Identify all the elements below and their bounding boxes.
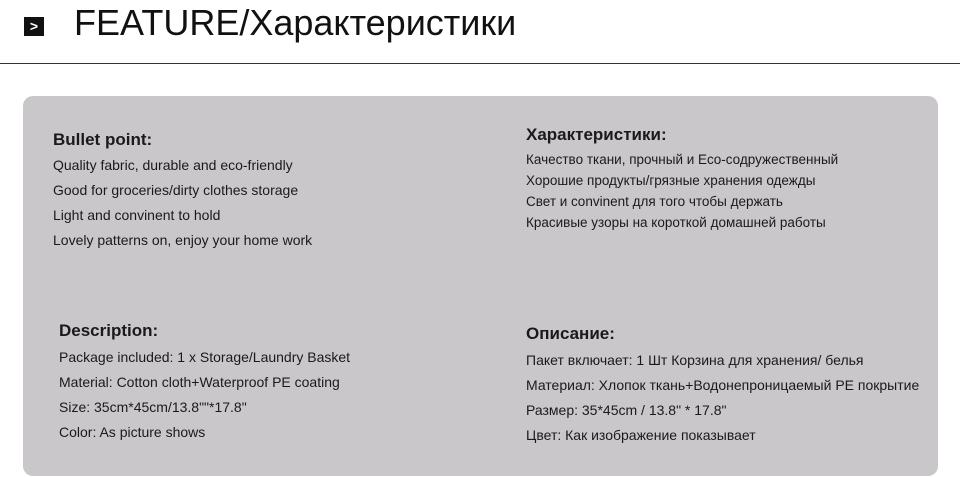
list-item: Размер: 35*45cm / 13.8" * 17.8"	[526, 402, 727, 418]
bullet-points-heading: Bullet point:	[53, 130, 153, 149]
description-russian	[526, 324, 919, 452]
list-item: Хорошие продукты/грязные хранения одежды	[526, 173, 816, 188]
description-list-russian	[526, 352, 919, 452]
bullet-points-russian	[526, 125, 838, 236]
list-item: Material: Cotton cloth+Waterproof PE coating	[59, 374, 340, 390]
list-item: Color: As picture shows	[59, 424, 206, 440]
description-heading-russian: Описание:	[526, 324, 615, 343]
list-item: Package included: 1 x Storage/Laundry Basket	[59, 349, 351, 365]
list-item: Пакет включает: 1 Шт Корзина для хранения/ белья	[526, 352, 864, 368]
list-item: Quality fabric, durable and eco-friendly	[53, 157, 293, 173]
list-item: Красивые узоры на короткой домашней работы	[526, 215, 826, 230]
header-divider	[0, 63, 960, 64]
page-title: FEATURE/Характеристики	[74, 2, 517, 43]
arrow-right-icon: >	[24, 17, 44, 36]
bullet-points-list	[53, 157, 312, 257]
list-item: Свет и convinent для того чтобы держать	[526, 194, 783, 209]
feature-panel	[23, 96, 938, 476]
description-heading: Description:	[59, 321, 159, 340]
list-item: Цвет: Как изображение показывает	[526, 427, 756, 443]
list-item: Lovely patterns on, enjoy your home work	[53, 232, 313, 248]
list-item: Материал: Хлопок ткань+Водонепроницаемый PE покрытие	[526, 377, 920, 393]
list-item: Size: 35cm*45cm/13.8""*17.8"	[59, 399, 247, 415]
description-english	[59, 321, 350, 449]
list-item: Good for groceries/dirty clothes storage	[53, 182, 299, 198]
description-list	[59, 349, 350, 449]
characteristics-list	[526, 152, 838, 236]
characteristics-heading: Характеристики:	[526, 125, 667, 144]
list-item: Light and convinent to hold	[53, 207, 221, 223]
bullet-points-english	[53, 130, 312, 257]
header	[0, 0, 960, 62]
list-item: Качество ткани, прочный и Eco-содружественный	[526, 152, 839, 167]
